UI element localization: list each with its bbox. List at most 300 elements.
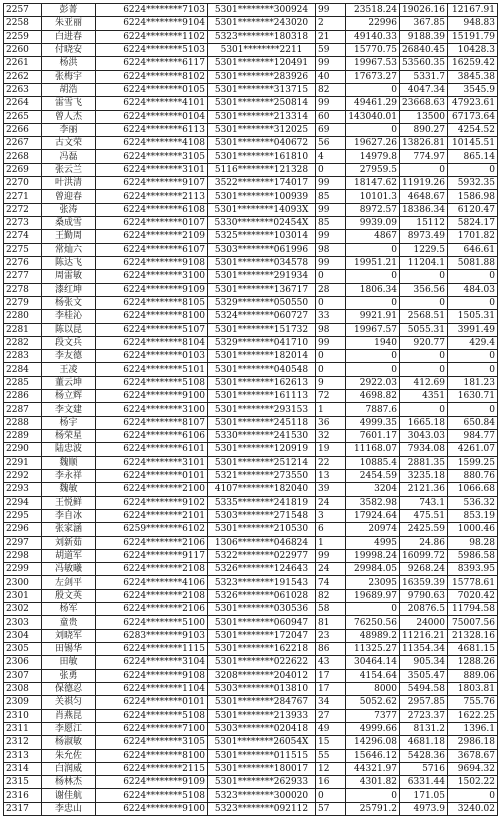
amount-2-cell: 20876.5 — [400, 603, 448, 616]
count-cell: 86 — [316, 643, 346, 656]
row-number-cell: 2289 — [4, 430, 42, 443]
card-number-cell: 6224********3101 — [96, 163, 208, 176]
amount-3-cell: 865.14 — [448, 150, 498, 163]
table-row — [4, 243, 498, 256]
holder-name-cell: 张涛 — [42, 203, 96, 216]
amount-1-cell: 30464.14 — [346, 656, 400, 669]
amount-1-cell: 4867 — [346, 230, 400, 243]
table-row — [4, 270, 498, 283]
amount-2-cell: 2568.51 — [400, 310, 448, 323]
row-number-cell: 2300 — [4, 576, 42, 589]
count-cell: 6 — [316, 523, 346, 536]
amount-3-cell: 8393.95 — [448, 563, 498, 576]
row-number-cell: 2288 — [4, 416, 42, 429]
amount-2-cell: 4973.9 — [400, 802, 448, 815]
amount-1-cell: 7377 — [346, 709, 400, 722]
id-number-cell: 5301********162613 — [208, 376, 316, 389]
amount-3-cell: 11794.58 — [448, 603, 498, 616]
holder-name-cell: 白进春 — [42, 30, 96, 43]
card-number-cell: 6224********2115 — [96, 762, 208, 775]
amount-2-cell: 2425.59 — [400, 523, 448, 536]
table-row — [4, 150, 498, 163]
table-row — [4, 190, 498, 203]
amount-1-cell: 4698.82 — [346, 390, 400, 403]
card-number-cell: 6224********0104 — [96, 110, 208, 123]
count-cell: 99 — [316, 177, 346, 190]
amount-2-cell: 9790.63 — [400, 589, 448, 602]
amount-2-cell: 0 — [400, 163, 448, 176]
row-number-cell: 2257 — [4, 4, 42, 17]
amount-2-cell: 13500 — [400, 110, 448, 123]
card-number-cell: 6224********5101 — [96, 363, 208, 376]
holder-name-cell: 关祺匀 — [42, 696, 96, 709]
row-number-cell: 2310 — [4, 709, 42, 722]
holder-name-cell: 张云兰 — [42, 163, 96, 176]
id-number-cell: 5323********191543 — [208, 576, 316, 589]
card-number-cell: 6224********0105 — [96, 83, 208, 96]
count-cell: 9 — [316, 376, 346, 389]
amount-1-cell: 4301.82 — [346, 776, 400, 789]
count-cell: 4 — [316, 150, 346, 163]
count-cell: 27 — [316, 709, 346, 722]
row-number-cell: 2306 — [4, 656, 42, 669]
table-row — [4, 696, 498, 709]
amount-3-cell: 1505.31 — [448, 310, 498, 323]
table-row — [4, 323, 498, 336]
amount-1-cell: 23518.24 — [346, 4, 400, 17]
count-cell: 0 — [316, 163, 346, 176]
id-number-cell: 5330********02454X — [208, 217, 316, 230]
amount-2-cell: 412.69 — [400, 376, 448, 389]
table-row — [4, 802, 498, 815]
id-number-cell: 5322********022977 — [208, 549, 316, 562]
table-row — [4, 177, 498, 190]
amount-1-cell: 0 — [346, 243, 400, 256]
table-row — [4, 669, 498, 682]
holder-name-cell: 朱亚丽 — [42, 17, 96, 30]
amount-1-cell: 7887.6 — [346, 403, 400, 416]
table-row — [4, 256, 498, 269]
amount-3-cell: 47923.61 — [448, 97, 498, 110]
table-row — [4, 656, 498, 669]
amount-2-cell: 743.1 — [400, 496, 448, 509]
table-row — [4, 163, 498, 176]
amount-2-cell: 24.86 — [400, 536, 448, 549]
count-cell: 0 — [316, 363, 346, 376]
table-row — [4, 549, 498, 562]
id-number-cell: 5301********030536 — [208, 603, 316, 616]
card-number-cell: 6224********9104 — [96, 17, 208, 30]
row-number-cell: 2286 — [4, 390, 42, 403]
holder-name-cell: 李桂沁 — [42, 310, 96, 323]
row-number-cell: 2269 — [4, 163, 42, 176]
id-number-cell: 5116********121328 — [208, 163, 316, 176]
count-cell: 0 — [316, 350, 346, 363]
id-number-cell: 5301********243020 — [208, 17, 316, 30]
count-cell: 16 — [316, 776, 346, 789]
amount-2-cell: 23668.63 — [400, 97, 448, 110]
count-cell: 0 — [316, 789, 346, 802]
row-number-cell: 2317 — [4, 802, 42, 815]
id-number-cell: 5301********283926 — [208, 70, 316, 83]
count-cell: 85 — [316, 217, 346, 230]
card-number-cell: 6224********9108 — [96, 256, 208, 269]
amount-2-cell: 15112 — [400, 217, 448, 230]
count-cell: 99 — [316, 230, 346, 243]
row-number-cell: 2309 — [4, 696, 42, 709]
holder-name-cell: 冯敏曦 — [42, 563, 96, 576]
holder-name-cell: 王勤周 — [42, 230, 96, 243]
amount-2-cell: 2881.35 — [400, 456, 448, 469]
holder-name-cell: 曾人杰 — [42, 110, 96, 123]
row-number-cell: 2304 — [4, 629, 42, 642]
holder-name-cell: 肖燕昆 — [42, 709, 96, 722]
amount-3-cell: 3545.9 — [448, 83, 498, 96]
amount-3-cell: 1586.98 — [448, 190, 498, 203]
table-row — [4, 336, 498, 349]
holder-name-cell: 王悦鲜 — [42, 496, 96, 509]
count-cell: 81 — [316, 616, 346, 629]
count-cell: 99 — [316, 549, 346, 562]
id-number-cell: 5330********241530 — [208, 430, 316, 443]
id-number-cell: 5301********162218 — [208, 643, 316, 656]
table-row — [4, 57, 498, 70]
amount-1-cell: 19951.21 — [346, 256, 400, 269]
amount-1-cell: 2454.59 — [346, 469, 400, 482]
row-number-cell: 2270 — [4, 177, 42, 190]
amount-1-cell: 44321.97 — [346, 762, 400, 775]
amount-1-cell: 22996 — [346, 17, 400, 30]
amount-2-cell: 18386.34 — [400, 203, 448, 216]
holder-name-cell: 漆红坤 — [42, 283, 96, 296]
amount-2-cell: 0 — [400, 363, 448, 376]
table-row — [4, 30, 498, 43]
count-cell: 22 — [316, 456, 346, 469]
table-row — [4, 390, 498, 403]
holder-name-cell: 魏敏 — [42, 483, 96, 496]
table-row — [4, 443, 498, 456]
id-number-cell: 5301********060947 — [208, 616, 316, 629]
amount-1-cell: 2922.03 — [346, 376, 400, 389]
count-cell: 69 — [316, 123, 346, 136]
row-number-cell: 2277 — [4, 270, 42, 283]
id-number-cell: 5301********040672 — [208, 137, 316, 150]
count-cell: 17 — [316, 682, 346, 695]
id-number-cell: 5303********020418 — [208, 722, 316, 735]
card-number-cell: 6224********4101 — [96, 97, 208, 110]
amount-1-cell: 7601.17 — [346, 430, 400, 443]
id-number-cell: 5321********273550 — [208, 469, 316, 482]
card-number-cell: 6224********9100 — [96, 390, 208, 403]
amount-3-cell: 5824.17 — [448, 217, 498, 230]
amount-1-cell: 48989.2 — [346, 629, 400, 642]
holder-name-cell: 彭菁 — [42, 4, 96, 17]
amount-3-cell: 536.32 — [448, 496, 498, 509]
amount-1-cell: 76250.56 — [346, 616, 400, 629]
table-row — [4, 17, 498, 30]
count-cell: 74 — [316, 576, 346, 589]
table-row — [4, 536, 498, 549]
id-number-cell: 4107********182040 — [208, 483, 316, 496]
amount-1-cell: 0 — [346, 270, 400, 283]
id-number-cell: 5301********213933 — [208, 709, 316, 722]
id-number-cell: 5301********011515 — [208, 749, 316, 762]
row-number-cell: 2284 — [4, 363, 42, 376]
id-number-cell: 5323********180318 — [208, 30, 316, 43]
table-row — [4, 43, 498, 56]
id-number-cell: 5303********013810 — [208, 682, 316, 695]
amount-2-cell: 1229.5 — [400, 243, 448, 256]
row-number-cell: 2294 — [4, 496, 42, 509]
row-number-cell: 2267 — [4, 137, 42, 150]
card-number-cell: 6224********6113 — [96, 123, 208, 136]
amount-2-cell: 5331.7 — [400, 70, 448, 83]
count-cell: 21 — [316, 30, 346, 43]
table-row — [4, 749, 498, 762]
amount-3-cell: 2986.18 — [448, 736, 498, 749]
count-cell: 56 — [316, 137, 346, 150]
table-row — [4, 110, 498, 123]
holder-name-cell: 桑成雪 — [42, 217, 96, 230]
amount-2-cell: 5055.31 — [400, 323, 448, 336]
id-number-cell: 5301********284767 — [208, 696, 316, 709]
amount-1-cell: 1806.34 — [346, 283, 400, 296]
table-row — [4, 376, 498, 389]
amount-2-cell: 9188.39 — [400, 30, 448, 43]
holder-name-cell: 李友德 — [42, 350, 96, 363]
row-number-cell: 2302 — [4, 603, 42, 616]
amount-3-cell: 429.4 — [448, 336, 498, 349]
table-row — [4, 4, 498, 17]
holder-name-cell: 李忠山 — [42, 802, 96, 815]
amount-3-cell: 67173.64 — [448, 110, 498, 123]
amount-2-cell: 26840.45 — [400, 43, 448, 56]
table-row — [4, 523, 498, 536]
card-number-cell: 6224********9117 — [96, 549, 208, 562]
amount-1-cell: 19689.97 — [346, 589, 400, 602]
holder-name-cell: 刘晓军 — [42, 629, 96, 642]
row-number-cell: 2308 — [4, 682, 42, 695]
id-number-cell: 5329********050550 — [208, 296, 316, 309]
row-number-cell: 2276 — [4, 256, 42, 269]
table-row — [4, 97, 498, 110]
row-number-cell: 2283 — [4, 350, 42, 363]
amount-2-cell: 774.97 — [400, 150, 448, 163]
amount-1-cell: 25791.2 — [346, 802, 400, 815]
count-cell: 3 — [316, 509, 346, 522]
card-number-cell: 6224********2108 — [96, 563, 208, 576]
holder-name-cell: 杨淑敏 — [42, 736, 96, 749]
row-number-cell: 2293 — [4, 483, 42, 496]
card-number-cell: 6224********2113 — [96, 190, 208, 203]
table-row — [4, 70, 498, 83]
holder-name-cell: 李文建 — [42, 403, 96, 416]
card-number-cell: 6224********5107 — [96, 323, 208, 336]
table-row — [4, 709, 498, 722]
amount-3-cell: 1599.25 — [448, 456, 498, 469]
card-number-cell: 6224********5100 — [96, 616, 208, 629]
id-number-cell: 5301********250814 — [208, 97, 316, 110]
card-number-cell: 6224********3105 — [96, 736, 208, 749]
amount-1-cell: 4999.35 — [346, 416, 400, 429]
amount-3-cell: 1000.46 — [448, 523, 498, 536]
table-row — [4, 83, 498, 96]
amount-1-cell: 10101.3 — [346, 190, 400, 203]
amount-3-cell: 1803.81 — [448, 682, 498, 695]
amount-1-cell: 29984.05 — [346, 563, 400, 576]
id-number-cell: 5301********210530 — [208, 523, 316, 536]
id-number-cell: 5301********180017 — [208, 762, 316, 775]
amount-2-cell: 16099.72 — [400, 549, 448, 562]
count-cell: 2 — [316, 17, 346, 30]
amount-3-cell: 1502.22 — [448, 776, 498, 789]
card-number-cell: 6224********4108 — [96, 137, 208, 150]
count-cell: 99 — [316, 97, 346, 110]
card-number-cell: 6224********3105 — [96, 150, 208, 163]
card-number-cell: 6224********3104 — [96, 656, 208, 669]
amount-3-cell: 7020.42 — [448, 589, 498, 602]
amount-3-cell: 16259.42 — [448, 57, 498, 70]
id-number-cell: 5301********172047 — [208, 629, 316, 642]
amount-1-cell: 11168.07 — [346, 443, 400, 456]
holder-name-cell: 李永祥 — [42, 469, 96, 482]
count-cell: 24 — [316, 563, 346, 576]
table-row — [4, 722, 498, 735]
table-row — [4, 416, 498, 429]
amount-2-cell: 5428.36 — [400, 749, 448, 762]
row-number-cell: 2296 — [4, 523, 42, 536]
table-row — [4, 430, 498, 443]
row-number-cell: 2316 — [4, 789, 42, 802]
id-number-cell: 5301********312025 — [208, 123, 316, 136]
table-row — [4, 456, 498, 469]
amount-1-cell: 0 — [346, 123, 400, 136]
id-number-cell: 5323********300020 — [208, 789, 316, 802]
card-number-cell: 6259********6102 — [96, 523, 208, 536]
id-number-cell: 5303********061996 — [208, 243, 316, 256]
card-number-cell: 6224********6101 — [96, 443, 208, 456]
holder-name-cell: 叶洪清 — [42, 177, 96, 190]
row-number-cell: 2262 — [4, 70, 42, 83]
table-row — [4, 350, 498, 363]
row-number-cell: 2271 — [4, 190, 42, 203]
table-row — [4, 643, 498, 656]
id-number-cell: 5301********213314 — [208, 110, 316, 123]
count-cell: 15 — [316, 736, 346, 749]
table-row — [4, 509, 498, 522]
amount-2-cell: 11204.1 — [400, 256, 448, 269]
count-cell: 23 — [316, 629, 346, 642]
card-number-cell: 6224********6108 — [96, 203, 208, 216]
count-cell: 98 — [316, 243, 346, 256]
holder-name-cell: 谢佳航 — [42, 789, 96, 802]
amount-1-cell: 49140.33 — [346, 30, 400, 43]
table-row — [4, 589, 498, 602]
amount-3-cell: 650.84 — [448, 416, 498, 429]
amount-3-cell: 21328.16 — [448, 629, 498, 642]
amount-1-cell: 8972.57 — [346, 203, 400, 216]
count-cell: 98 — [316, 323, 346, 336]
amount-1-cell: 49461.29 — [346, 97, 400, 110]
card-number-cell: 6224********2106 — [96, 603, 208, 616]
row-number-cell: 2280 — [4, 310, 42, 323]
card-number-cell: 6224********6106 — [96, 430, 208, 443]
card-number-cell: 6283********9103 — [96, 629, 208, 642]
amount-2-cell: 53560.35 — [400, 57, 448, 70]
amount-3-cell: 4261.07 — [448, 443, 498, 456]
id-number-cell: 5301********120919 — [208, 443, 316, 456]
amount-2-cell: 24000 — [400, 616, 448, 629]
count-cell: 55 — [316, 749, 346, 762]
count-cell: 99 — [316, 203, 346, 216]
id-number-cell: 5301********293153 — [208, 403, 316, 416]
holder-name-cell: 曾迎春 — [42, 190, 96, 203]
id-number-cell: 5301********14093X — [208, 203, 316, 216]
table-row — [4, 296, 498, 309]
amount-2-cell: 11216.21 — [400, 629, 448, 642]
holder-name-cell: 田锡华 — [42, 643, 96, 656]
amount-2-cell: 5494.58 — [400, 682, 448, 695]
row-number-cell: 2311 — [4, 722, 42, 735]
amount-2-cell: 9268.24 — [400, 563, 448, 576]
holder-name-cell: 古文荣 — [42, 137, 96, 150]
table-row — [4, 629, 498, 642]
amount-3-cell: 0 — [448, 270, 498, 283]
card-number-cell: 6224********1104 — [96, 682, 208, 695]
amount-2-cell: 1665.18 — [400, 416, 448, 429]
card-number-cell: 6224********8102 — [96, 70, 208, 83]
row-number-cell: 2290 — [4, 443, 42, 456]
card-number-cell: 6224********9109 — [96, 283, 208, 296]
amount-3-cell: 853.19 — [448, 509, 498, 522]
amount-1-cell: 17673.27 — [346, 70, 400, 83]
amount-1-cell: 0 — [346, 83, 400, 96]
id-number-cell: 5301********034578 — [208, 256, 316, 269]
id-number-cell: 5301********26054X — [208, 736, 316, 749]
amount-1-cell: 0 — [346, 789, 400, 802]
amount-3-cell: 10145.51 — [448, 137, 498, 150]
amount-1-cell: 15646.12 — [346, 749, 400, 762]
id-number-cell: 5301********300924 — [208, 4, 316, 17]
amount-2-cell: 475.51 — [400, 509, 448, 522]
count-cell: 58 — [316, 603, 346, 616]
amount-1-cell: 20974 — [346, 523, 400, 536]
amount-2-cell: 356.56 — [400, 283, 448, 296]
amount-1-cell: 0 — [346, 350, 400, 363]
holder-name-cell: 魏顺 — [42, 456, 96, 469]
amount-3-cell: 3678.67 — [448, 749, 498, 762]
row-number-cell: 2265 — [4, 110, 42, 123]
count-cell: 12 — [316, 762, 346, 775]
amount-3-cell: 3845.38 — [448, 70, 498, 83]
table-row — [4, 736, 498, 749]
amount-3-cell: 646.61 — [448, 243, 498, 256]
amount-1-cell: 10885.4 — [346, 456, 400, 469]
id-number-cell: 3208********204012 — [208, 669, 316, 682]
amount-3-cell: 3991.49 — [448, 323, 498, 336]
holder-name-cell: 保德忍 — [42, 682, 96, 695]
card-number-cell: 6224********0107 — [96, 217, 208, 230]
card-number-cell: 6224********3100 — [96, 270, 208, 283]
table-row — [4, 137, 498, 150]
table-row — [4, 123, 498, 136]
row-number-cell: 2305 — [4, 643, 42, 656]
row-number-cell: 2299 — [4, 563, 42, 576]
amount-3-cell: 15778.61 — [448, 576, 498, 589]
amount-2-cell: 2957.85 — [400, 696, 448, 709]
amount-2-cell: 19026.16 — [400, 4, 448, 17]
amount-3-cell: 0 — [448, 789, 498, 802]
